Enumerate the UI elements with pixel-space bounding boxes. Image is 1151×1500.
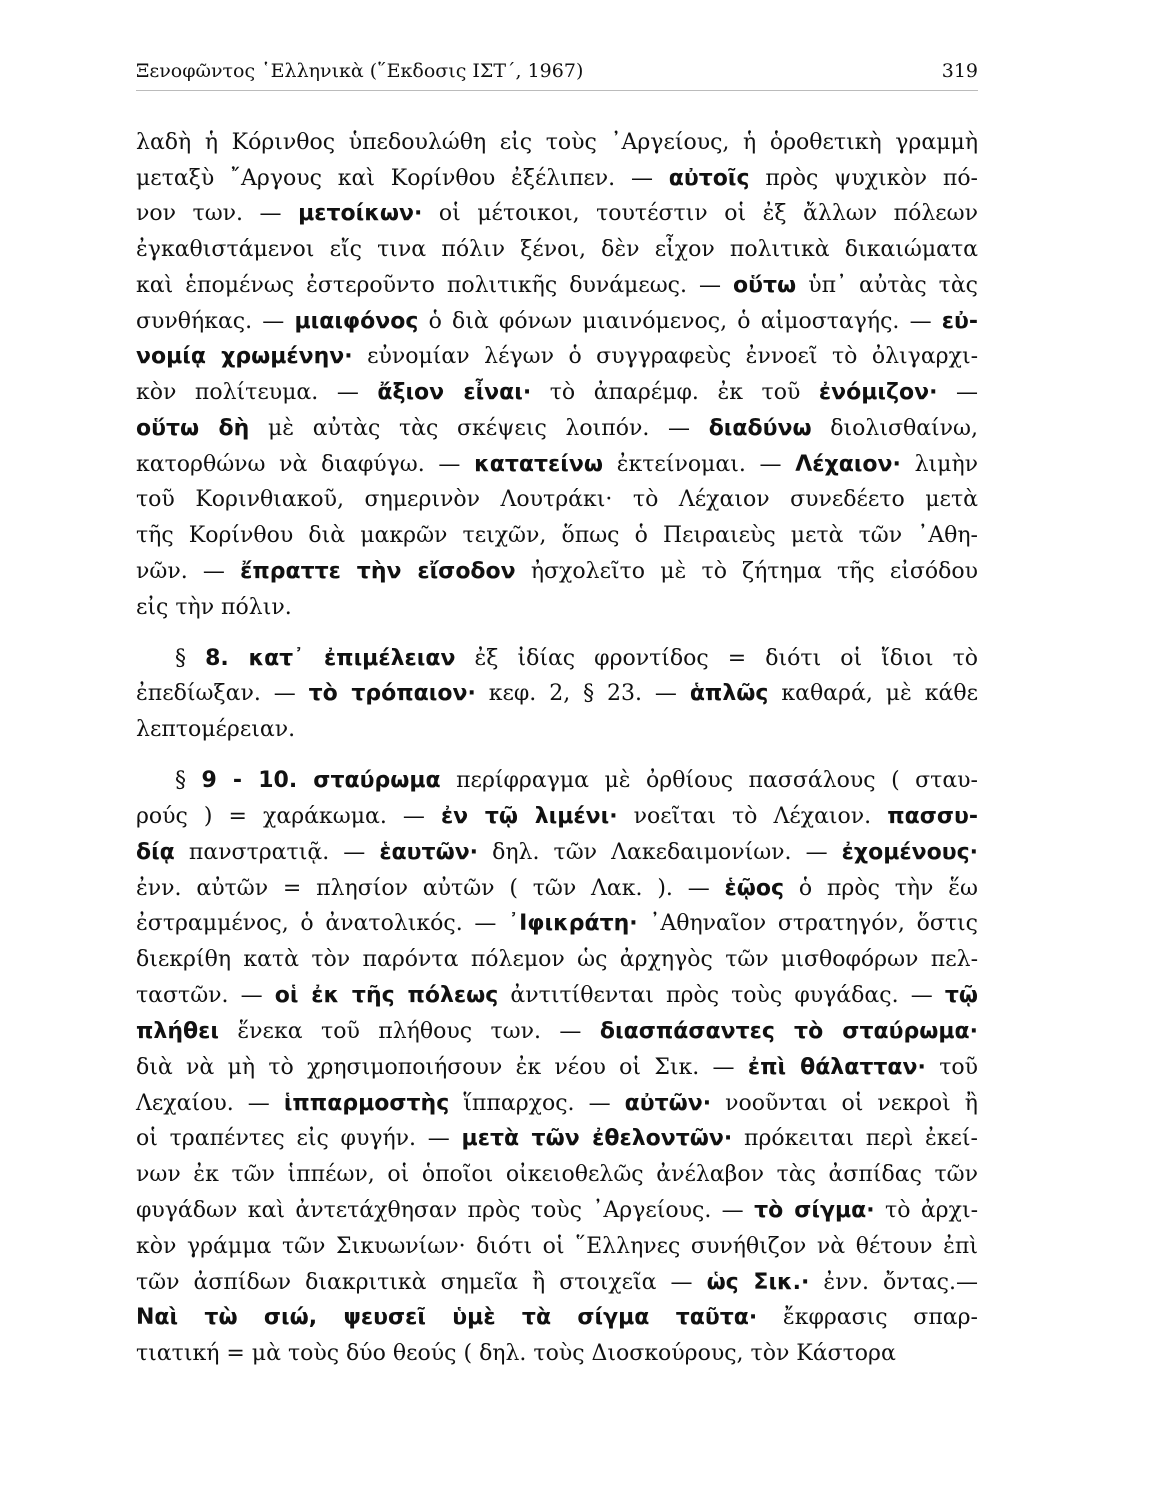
lemma-term: τὸ τρόπαιον· — [308, 681, 476, 706]
text-line — [136, 1051, 978, 1091]
gloss-text: οἱ μέτοικοι, τουτέστιν οἱ ἐξ ἄλλων πόλεων — [422, 201, 978, 226]
text-line — [136, 836, 978, 876]
gloss-text: ἐκτείνομαι. — — [602, 452, 796, 477]
text-line — [136, 448, 978, 488]
lemma-term: ἱππαρμοστὴς — [283, 1091, 450, 1116]
gloss-text: ἐνν. ὄντας.— — [809, 1270, 978, 1295]
lemma-term: ἄξιον εἶναι· — [377, 380, 532, 405]
gloss-text: — — [937, 380, 978, 405]
gloss-text: ὁ πρὸς τὴν ἕω — [784, 876, 978, 901]
gloss-text: τῶν ἀσπίδων διακριτικὰ σημεῖα ἢ στοιχεῖα — — [136, 1270, 707, 1295]
text-line — [136, 233, 978, 273]
text-line — [136, 979, 978, 1019]
text-line — [136, 376, 978, 416]
gloss-text: ὁ διὰ φόνων μιαινόμενος, ὁ αἱμοσταγής. — — [418, 309, 942, 334]
gloss-text: τὸ ἀρχι- — [874, 1198, 978, 1223]
lemma-term: μιαιφόνος — [294, 309, 419, 334]
gloss-text: § — [175, 646, 206, 671]
gloss-text: διολισθαίνω, — [811, 416, 978, 441]
lemma-term: ἐχομένους· — [841, 840, 979, 865]
gloss-text: ἵππαρχος. — — [449, 1091, 625, 1116]
gloss-text: νοοῦνται οἱ νεκροὶ ἢ — [711, 1091, 978, 1116]
text-line — [136, 483, 978, 523]
gloss-text: περίφραγμα μὲ ὀρθίους πασσάλους ( σταυ- — [440, 768, 978, 793]
gloss-text: ἕνεκα τοῦ πλήθους των. — — [218, 1019, 600, 1044]
gloss-text: φυγάδων καὶ ἀντετάχθησαν πρὸς τοὺς ᾿Αργείους. — — [136, 1198, 755, 1223]
text-line — [136, 591, 978, 631]
page-number: 319 — [941, 60, 978, 82]
gloss-text: διεκρίθη κατὰ τὸν παρόντα πόλεμον ὡς ἀρχηγὸς τῶν μισθοφόρων πελ- — [136, 947, 978, 972]
lemma-term: οἱ ἐκ τῆς πόλεως — [274, 983, 499, 1008]
lemma-term: διασπάσαντες τὸ σταύρωμα· — [599, 1019, 978, 1044]
lemma-term: κατατείνω — [474, 452, 603, 477]
lemma-term: ἁπλῶς — [689, 681, 769, 706]
text-line — [136, 1230, 978, 1270]
gloss-text: τιατική = μὰ τοὺς δύο θεούς ( δηλ. τοὺς Διοσκούρους, τὸν Κάστορα — [136, 1341, 896, 1366]
gloss-text: ἐνν. αὐτῶν = πλησίον αὐτῶν ( τῶν Λακ. ). — — [136, 876, 725, 901]
gloss-text: νοεῖται τὸ Λέχαιον. — [617, 804, 888, 829]
gloss-text: § — [175, 768, 202, 793]
lemma-term: τῷ — [944, 983, 978, 1008]
text-line — [136, 713, 978, 753]
lemma-term: ᾿Ιφικράτη· — [508, 911, 638, 936]
text-line — [136, 907, 978, 947]
running-header — [136, 60, 978, 91]
text-line — [136, 340, 978, 380]
text-line — [136, 269, 978, 309]
text-line — [136, 1301, 978, 1341]
gloss-text: κεφ. 2, § 23. — — [475, 681, 690, 706]
gloss-text: τοῦ Κορινθιακοῦ, σημερινὸν Λουτράκι· τὸ Λέχαιον συνεδέετο μετὰ — [136, 487, 978, 512]
lemma-term: δίᾳ — [136, 840, 175, 865]
lemma-term: ἔπραττε τὴν εἴσοδον — [240, 559, 516, 584]
gloss-text: νον των. — — [136, 201, 299, 226]
text-line — [136, 412, 978, 452]
text-line — [136, 126, 978, 166]
text-line — [136, 872, 978, 912]
lemma-term: ἑῷος — [724, 876, 785, 901]
lemma-term: ὡς Σικ.· — [706, 1270, 810, 1295]
lemma-term: 9 - 10. σταύρωμα — [201, 768, 441, 793]
gloss-text: Λεχαίου. — — [136, 1091, 284, 1116]
gloss-text: διὰ νὰ μὴ τὸ χρησιμοποιήσουν ἐκ νέου οἱ Σικ. — — [136, 1055, 748, 1080]
gloss-text: συνθήκας. — — [136, 309, 295, 334]
lemma-term: οὕτω — [733, 273, 797, 298]
running-title: Ξενοφῶντος ῾Ελληνικὰ (῞Εκδοσις ΙΣΤ΄, 1967) — [136, 60, 584, 82]
gloss-text: λεπτομέρειαν. — [136, 717, 296, 742]
lemma-term: οὕτω δὴ — [136, 416, 250, 441]
lemma-term: αὐτῶν· — [624, 1091, 712, 1116]
gloss-text: οἱ τραπέντες εἰς φυγήν. — — [136, 1126, 462, 1151]
gloss-text: λαδὴ ἡ Κόρινθος ὑπεδουλώθη εἰς τοὺς ᾿Αργείους, ἡ ὁροθετικὴ γραμμὴ — [136, 130, 978, 155]
text-line — [136, 677, 978, 717]
lemma-term: ἑαυτῶν· — [379, 840, 479, 865]
lemma-term: ἐν τῷ λιμένι· — [440, 804, 618, 829]
gloss-text: ταστῶν. — — [136, 983, 275, 1008]
gloss-text: ἐπεδίωξαν. — — [136, 681, 309, 706]
lemma-term: Ναὶ τὼ σιώ, ψευσεῖ ὑμὲ τὰ σίγμα ταῦτα· — [136, 1305, 758, 1330]
text-line — [136, 1087, 978, 1127]
lemma-term: τὸ σίγμα· — [754, 1198, 875, 1223]
gloss-text: ᾿Αθηναῖον στρατηγόν, ὅστις — [637, 911, 978, 936]
lemma-term: πλήθει — [136, 1019, 219, 1044]
gloss-text: καὶ ἑπομένως ἐστεροῦντο πολιτικῆς δυνάμεως. — — [136, 273, 734, 298]
gloss-text: κατορθώνω νὰ διαφύγω. — — [136, 452, 475, 477]
gloss-text: καθαρά, μὲ κάθε — [768, 681, 978, 706]
gloss-text: νῶν. — — [136, 559, 241, 584]
text-line — [175, 764, 978, 804]
text-line — [136, 1266, 978, 1306]
text-line — [136, 1194, 978, 1234]
lemma-term: εὐ- — [941, 309, 978, 334]
gloss-text: τῆς Κορίνθου διὰ μακρῶν τειχῶν, ὅπως ὁ Πειραιεὺς μετὰ τῶν ᾿Αθη- — [136, 523, 978, 548]
gloss-text: εὐνομίαν λέγων ὁ συγγραφεὺς ἐννοεῖ τὸ ὀλιγαρχι- — [352, 344, 978, 369]
text-line — [136, 943, 978, 983]
text-line — [136, 1337, 978, 1377]
text-line — [136, 555, 978, 595]
gloss-text: πρὸς ψυχικὸν πό- — [749, 166, 978, 191]
gloss-text: ἐγκαθιστάμενοι εἴς τινα πόλιν ξένοι, δὲν εἶχον πολιτικὰ δικαιώματα — [136, 237, 978, 262]
gloss-text: ἠσχολεῖτο μὲ τὸ ζήτημα τῆς εἰσόδου — [515, 559, 979, 584]
gloss-text: νων ἐκ τῶν ἱππέων, οἱ ὁποῖοι οἰκειοθελῶς ἀνέλαβον τὰς ἀσπίδας τῶν — [136, 1162, 978, 1187]
text-line — [136, 800, 978, 840]
lemma-term: 8. κατ᾿ ἐπιμέλειαν — [205, 646, 456, 671]
gloss-text: ἔκφρασις σπαρ- — [757, 1305, 978, 1330]
lemma-term: πασσυ- — [887, 804, 978, 829]
gloss-text: τὸ ἀπαρέμφ. ἐκ τοῦ — [531, 380, 819, 405]
gloss-text: ρούς ) = χαράκωμα. — — [136, 804, 441, 829]
text-line — [136, 519, 978, 559]
gloss-text: ὑπ᾿ αὐτὰς τὰς — [796, 273, 979, 298]
gloss-text: μεταξὺ ῎Αργους καὶ Κορίνθου ἐξέλιπεν. — — [136, 166, 669, 191]
lemma-term: μετοίκων· — [298, 201, 423, 226]
text-line — [136, 162, 978, 202]
text-line — [136, 197, 978, 237]
gloss-text: ἀντιτίθενται πρὸς τοὺς φυγάδας. — — [498, 983, 945, 1008]
lemma-term: ἐνόμιζον· — [818, 380, 938, 405]
text-line — [136, 1122, 978, 1162]
lemma-term: διαδύνω — [708, 416, 812, 441]
gloss-text: λιμὴν — [900, 452, 979, 477]
gloss-text: ἐστραμμένος, ὁ ἀνατολικός. — — [136, 911, 509, 936]
gloss-text: μὲ αὐτὰς τὰς σκέψεις λοιπόν. — — [249, 416, 709, 441]
gloss-text: πανστρατιᾷ. — — [174, 840, 380, 865]
gloss-text: πρόκειται περὶ ἐκεί- — [732, 1126, 978, 1151]
lemma-term: Λέχαιον· — [795, 452, 901, 477]
lemma-term: αὐτοῖς — [668, 166, 750, 191]
gloss-text: ἐξ ἰδίας φροντίδος = διότι οἱ ἴδιοι τὸ — [455, 646, 978, 671]
lemma-term: νομίᾳ χρωμένην· — [136, 344, 353, 369]
text-line — [136, 1158, 978, 1198]
gloss-text: κὸν γράμμα τῶν Σικυωνίων· διότι οἱ ῞Ελληνες συνήθιζον νὰ θέτουν ἐπὶ — [136, 1234, 978, 1259]
gloss-text: κὸν πολίτευμα. — — [136, 380, 378, 405]
text-line — [136, 305, 978, 345]
gloss-text: δηλ. τῶν Λακεδαιμονίων. — — [478, 840, 842, 865]
text-line — [175, 642, 978, 682]
lemma-term: μετὰ τῶν ἐθελοντῶν· — [461, 1126, 733, 1151]
gloss-text: τοῦ — [925, 1055, 978, 1080]
gloss-text: εἰς τὴν πόλιν. — [136, 595, 292, 620]
text-line — [136, 1015, 978, 1055]
lemma-term: ἐπὶ θάλατταν· — [747, 1055, 926, 1080]
